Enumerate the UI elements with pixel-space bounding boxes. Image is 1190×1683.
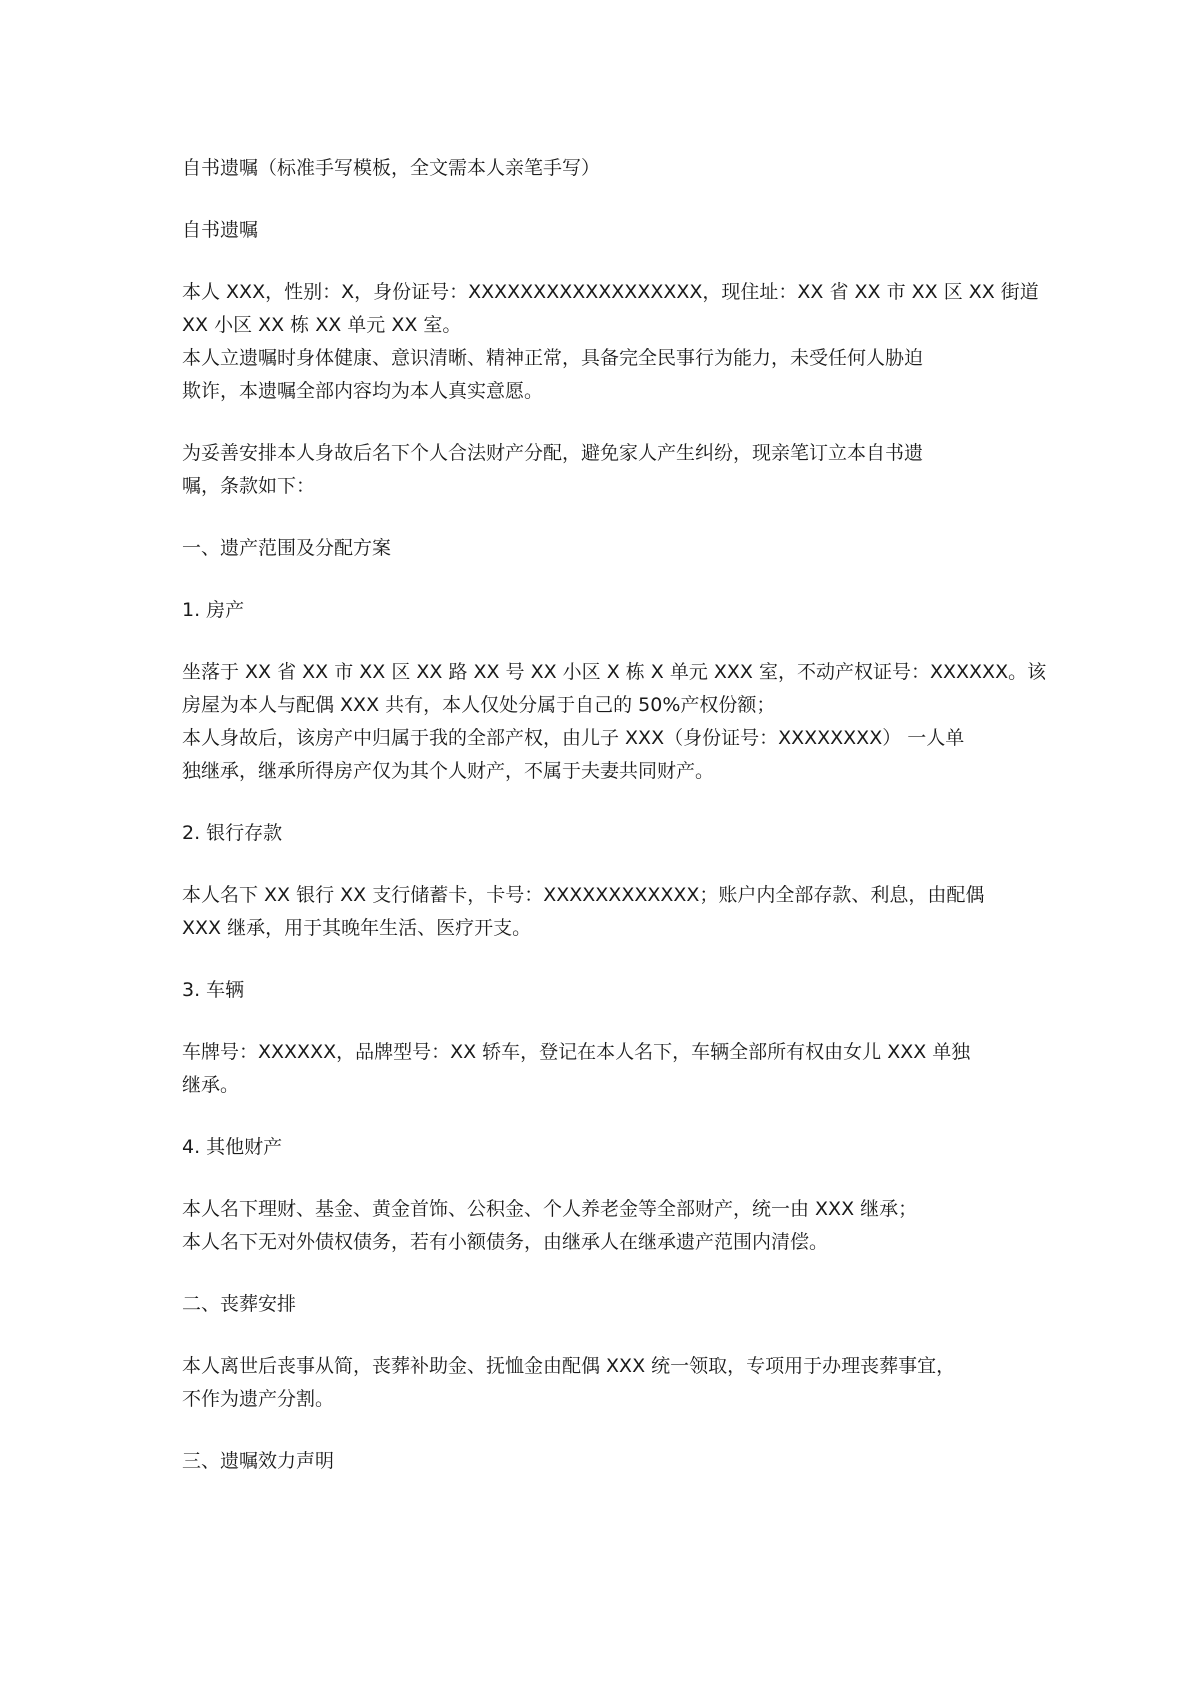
intro-line: XX 小区 XX 栋 XX 单元 XX 室。 — [182, 314, 462, 336]
template-title: 自书遗嘱（标准手写模板，全文需本人亲笔手写） — [182, 157, 601, 179]
intro-line: 本人立遗嘱时身体健康、意识清晰、精神正常，具备完全民事行为能力，未受任何人胁迫 — [182, 347, 924, 369]
subheading-house: 1. 房产 — [182, 599, 245, 621]
subheading-vehicle: 3. 车辆 — [182, 979, 245, 1001]
deposit-line: XXX 继承，用于其晚年生活、医疗开支。 — [182, 917, 532, 939]
other-assets-line: 本人名下理财、基金、黄金首饰、公积金、个人养老金等全部财产，统一由 XXX 继承； — [182, 1198, 918, 1220]
vehicle-line: 车牌号：XXXXXX，品牌型号：XX 轿车，登记在本人名下，车辆全部所有权由女儿 XXX 单独 — [182, 1041, 971, 1063]
section-heading-funeral: 二、丧葬安排 — [182, 1293, 297, 1315]
house-line: 独继承，继承所得房产仅为其个人财产，不属于夫妻共同财产。 — [182, 760, 715, 782]
house-line: 本人身故后，该房产中归属于我的全部产权，由儿子 XXX（身份证号：XXXXXXXX） 一人单 — [182, 727, 965, 749]
subheading-deposit: 2. 银行存款 — [182, 822, 283, 844]
house-line: 房屋为本人与配偶 XXX 共有，本人仅处分属于自己的 50%产权份额； — [182, 694, 776, 716]
intro-line: 本人 XXX，性别：X，身份证号：XXXXXXXXXXXXXXXXXX，现住址：XX 省 XX 市 XX 区 XX 街道 — [182, 281, 1039, 303]
funeral-line: 本人离世后丧事从简，丧葬补助金、抚恤金由配偶 XXX 统一领取，专项用于办理丧葬事宜， — [182, 1355, 956, 1377]
subheading-other-assets: 4. 其他财产 — [182, 1136, 283, 1158]
vehicle-line: 继承。 — [182, 1074, 240, 1096]
other-assets-line: 本人名下无对外债权债务，若有小额债务，由继承人在继承遗产范围内清偿。 — [182, 1231, 829, 1253]
document-title: 自书遗嘱 — [182, 219, 259, 241]
deposit-line: 本人名下 XX 银行 XX 支行储蓄卡，卡号：XXXXXXXXXXXX；账户内全部存款、利息，由配偶 — [182, 884, 985, 906]
intro-line: 欺诈，本遗嘱全部内容均为本人真实意愿。 — [182, 380, 544, 402]
section-heading-estate: 一、遗产范围及分配方案 — [182, 537, 392, 559]
purpose-line: 为妥善安排本人身故后名下个人合法财产分配，避免家人产生纠纷，现亲笔订立本自书遗 — [182, 442, 924, 464]
section-heading-validity: 三、遗嘱效力声明 — [182, 1450, 335, 1472]
house-line: 坐落于 XX 省 XX 市 XX 区 XX 路 XX 号 XX 小区 X 栋 X 单元 XXX 室，不动产权证号：XXXXXX。该 — [182, 661, 1047, 683]
purpose-line: 嘱，条款如下： — [182, 475, 316, 497]
funeral-line: 不作为遗产分割。 — [182, 1388, 335, 1410]
